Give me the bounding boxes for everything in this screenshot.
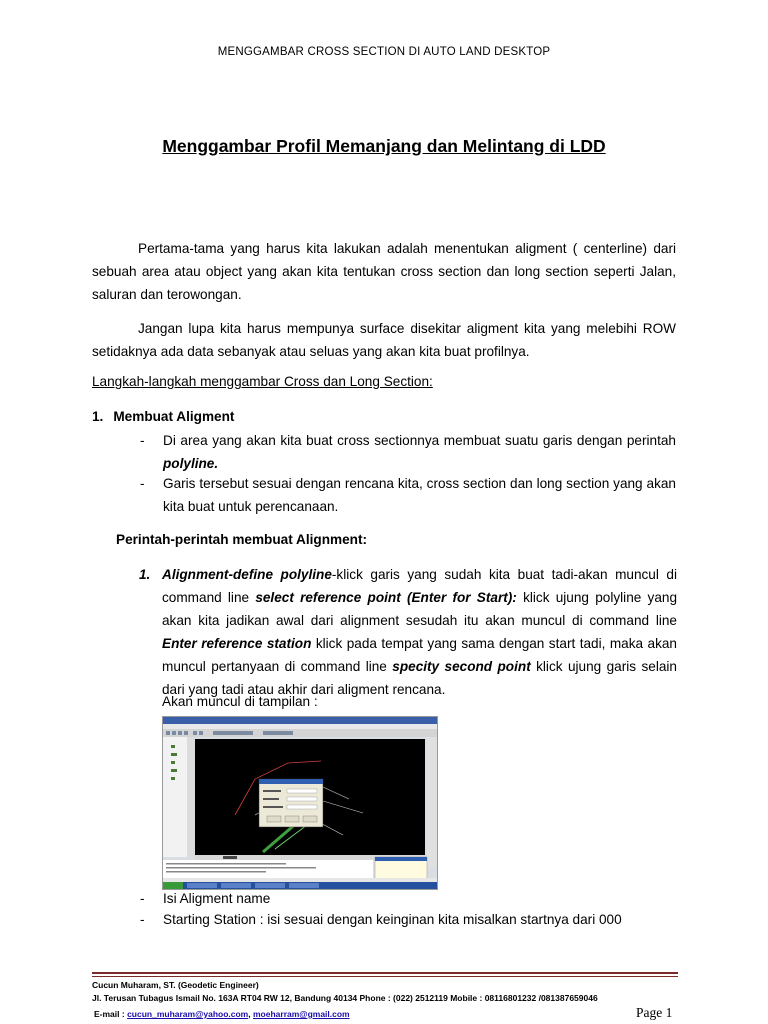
item-1-text: Di area yang akan kita buat cross sectionnya membuat suatu garis dengan perintah bbox=[163, 433, 676, 448]
step-1-number: 1. bbox=[139, 567, 151, 582]
step-1-text-a: -klick garis yang sudah kita buat tadi-akan muncul di command line bbox=[162, 567, 677, 605]
section-1-item-1 bbox=[140, 430, 676, 475]
bullet-2-text: Starting Station : isi sesuai dengan keinginan kita misalkan startnya dari 000 bbox=[163, 912, 622, 927]
item-1-command: polyline. bbox=[163, 455, 219, 471]
step-1-text-b: klick ujung polyline yang akan kita jadikan awal dari alignment sesudah itu akan muncul di command line bbox=[162, 590, 678, 628]
step-1-body bbox=[162, 563, 677, 701]
steps-heading: Langkah-langkah menggambar Cross dan Long Section: bbox=[92, 374, 433, 389]
dash-bullet: - bbox=[140, 476, 145, 491]
intro-text: Pertama-tama yang harus kita lakukan adalah menentukan aligment ( centerline) dari sebuah area atau object yang akan kita tentukan cross section dan long section seperti Jalan, saluran dan terowongan. bbox=[92, 241, 676, 302]
step-1-text-c: klick pada tempat yang sama dengan start tadi, maka akan muncul pertanyaan di command line bbox=[162, 636, 677, 674]
email-link-2[interactable]: moeharram@gmail.com bbox=[252, 1009, 350, 1019]
cad-screenshot bbox=[162, 716, 438, 890]
item-1-body bbox=[163, 430, 676, 475]
bullet-aligment-name bbox=[140, 888, 676, 911]
step-1-prompt-a: select reference point (Enter for Start): bbox=[255, 590, 517, 605]
bullet-1-text: Isi Aligment name bbox=[163, 891, 271, 906]
step-1 bbox=[139, 563, 677, 701]
bullet-starting-station bbox=[140, 909, 676, 932]
footer-author: Cucun Muharam, ST. (Geodetic Engineer) bbox=[92, 980, 259, 990]
section-1-item-2 bbox=[140, 473, 676, 518]
page-number: Page 1 bbox=[636, 1005, 673, 1020]
section-1-number: 1. bbox=[92, 409, 104, 424]
footer-email bbox=[94, 1009, 350, 1019]
item-2-text: Garis tersebut sesuai dengan rencana kita, cross section dan long section yang akan kita buat untuk perencanaan. bbox=[163, 476, 676, 514]
step-1-text-d: klick ujung garis selain dari yang tadi atau akhir dari aligment rencana. bbox=[162, 659, 677, 697]
step-1-command: Alignment-define polyline bbox=[162, 567, 332, 582]
document-title: Menggambar Profil Memanjang dan Melintang di LDD bbox=[162, 136, 606, 156]
step-1-prompt-b: Enter reference station bbox=[162, 636, 312, 651]
cad-screenshot-image bbox=[163, 717, 437, 889]
section-1-label: Membuat Aligment bbox=[113, 409, 235, 424]
email-link-1[interactable]: cucun_muharam@yahoo.com bbox=[127, 1009, 249, 1019]
surface-paragraph bbox=[92, 317, 676, 363]
surface-text: Jangan lupa kita harus mempunya surface disekitar aligment kita yang melebihi ROW setidaknya ada data sebanyak atau seluas yang akan kita buat profilnya. bbox=[92, 321, 676, 359]
intro-paragraph bbox=[92, 237, 676, 306]
dash-bullet: - bbox=[140, 433, 145, 448]
display-caption: Akan muncul di tampilan : bbox=[162, 694, 318, 709]
email-label: E-mail : bbox=[94, 1009, 128, 1019]
section-1-heading bbox=[92, 409, 234, 424]
dash-bullet: - bbox=[140, 891, 145, 906]
email-separator: , bbox=[248, 1009, 253, 1019]
page-header: MENGGAMBAR CROSS SECTION DI AUTO LAND DESKTOP bbox=[217, 46, 551, 58]
commands-heading: Perintah-perintah membuat Alignment: bbox=[116, 532, 367, 547]
dash-bullet: - bbox=[140, 912, 145, 927]
step-1-prompt-c: specity second point bbox=[392, 659, 531, 674]
footer-rule bbox=[92, 972, 678, 977]
footer-address: Jl. Terusan Tubagus Ismail No. 163A RT04 RW 12, Bandung 40134 Phone : (022) 2512119 Mobile : 08116801232 /081387659046 bbox=[92, 993, 598, 1003]
